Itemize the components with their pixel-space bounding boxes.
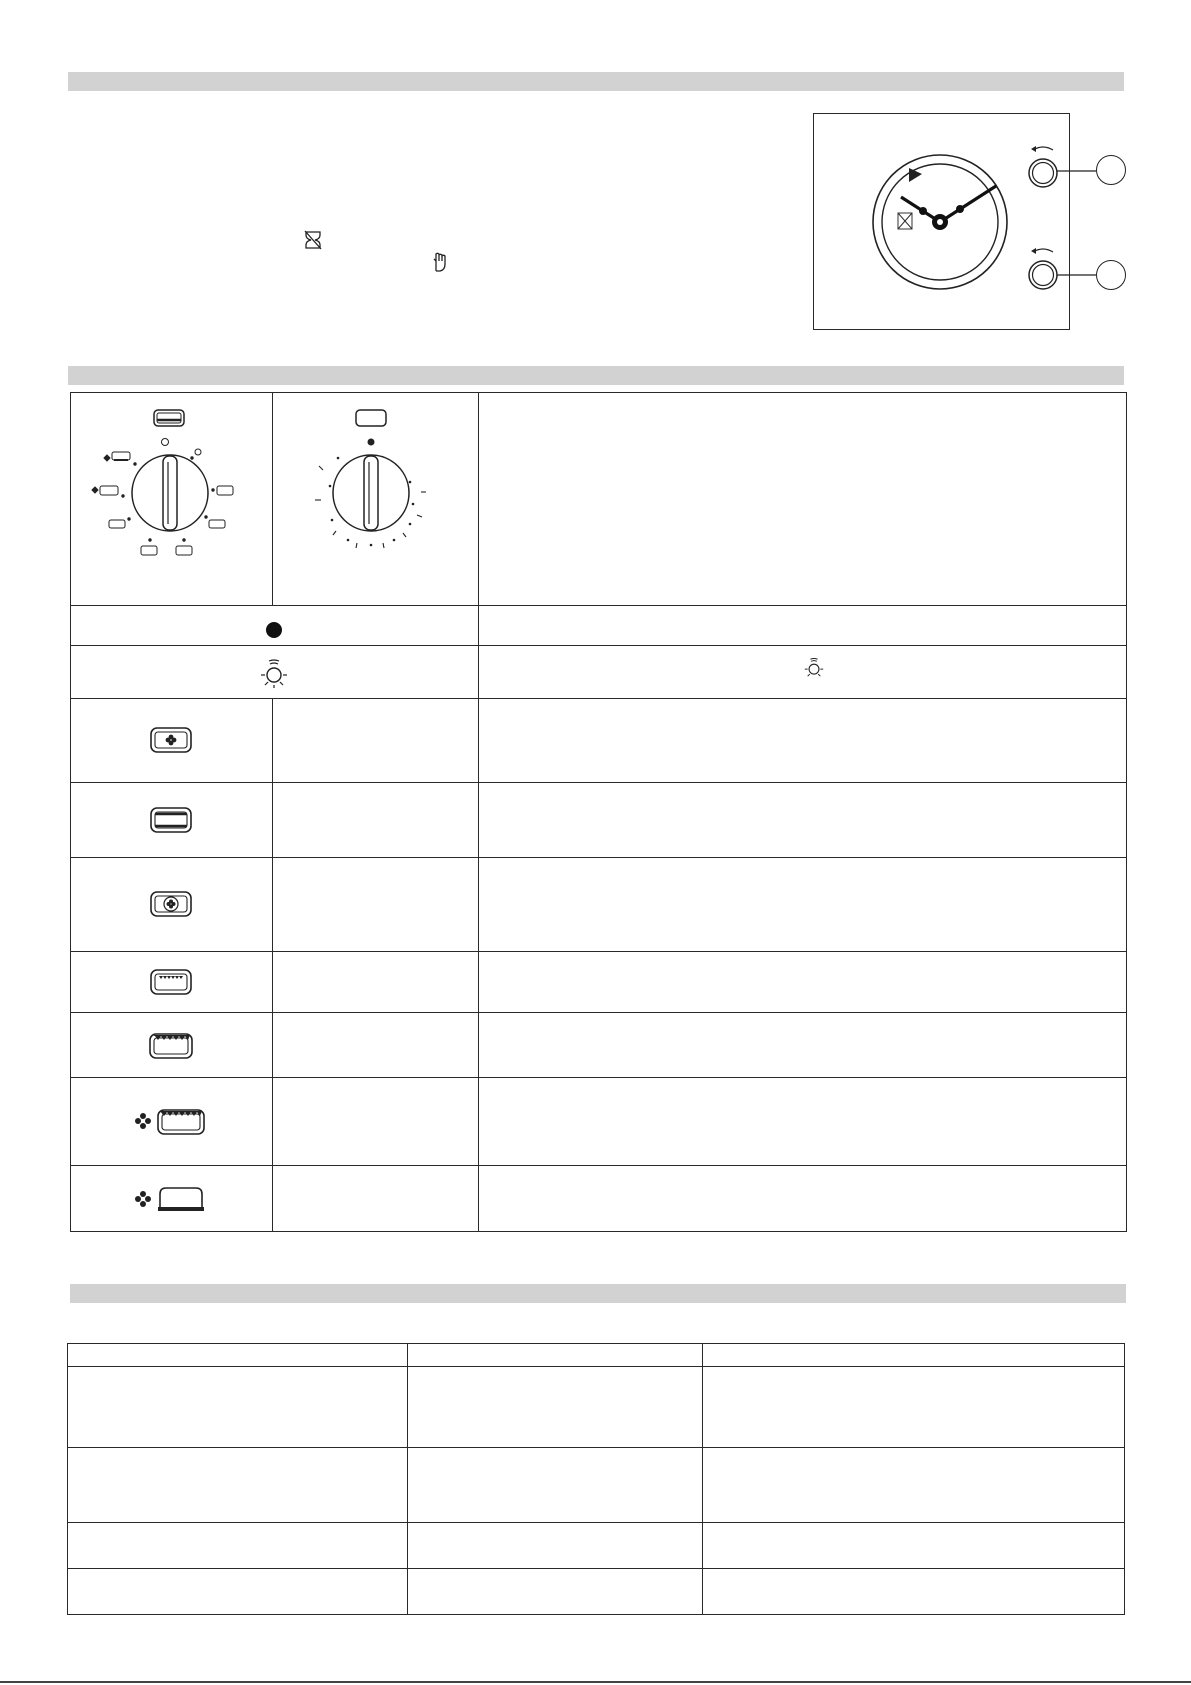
bottom-table [67, 1343, 1125, 1615]
row-6-icon [70, 951, 272, 1012]
bottom-table-row-divider [67, 1522, 1125, 1523]
row-1-icon [70, 605, 478, 645]
section-header-bar-3 [70, 1284, 1126, 1303]
hand-icon [431, 251, 449, 273]
bottom-table-row-divider [67, 1447, 1125, 1448]
row-3-icon [70, 698, 272, 782]
row-5-icon [70, 857, 272, 951]
cleaning-timer-icon [303, 229, 323, 251]
bottom-table-col-divider-1 [407, 1343, 408, 1615]
bottom-table-col-divider-2 [702, 1343, 703, 1615]
function-table-col-divider-2 [478, 392, 479, 1232]
callout-1 [1096, 155, 1126, 185]
fan-oven-icon [150, 727, 192, 753]
fan-double-grill-icon [131, 1106, 211, 1136]
oven-light-icon [257, 655, 291, 689]
bottom-table-row-divider [67, 1568, 1125, 1569]
row-8-icon [70, 1077, 272, 1165]
row-7-icon [70, 1012, 272, 1077]
double-grill-icon [149, 1031, 193, 1059]
function-table-col-divider-1 [272, 392, 273, 605]
function-table-col-divider-1b [272, 698, 273, 1232]
row-4-icon [70, 782, 272, 857]
function-selector-knob [82, 400, 262, 570]
clock-illustration [813, 113, 1143, 330]
section-header-bar-1 [68, 72, 1124, 91]
thermostat-knob [288, 400, 468, 570]
oven-light-icon-inline [802, 655, 826, 679]
row-9-icon [70, 1165, 272, 1232]
row-2-icon [70, 645, 478, 698]
fan-bottom-heat-icon [131, 1184, 211, 1214]
bottom-table-header-divider [67, 1366, 1125, 1367]
fan-ring-oven-icon [150, 891, 192, 917]
callout-2 [1096, 260, 1126, 290]
section-header-bar-2 [68, 366, 1124, 385]
off-dot-icon [266, 622, 282, 638]
grill-icon [150, 969, 192, 995]
conventional-oven-icon [150, 807, 192, 833]
page-bottom-rule [0, 1681, 1191, 1683]
